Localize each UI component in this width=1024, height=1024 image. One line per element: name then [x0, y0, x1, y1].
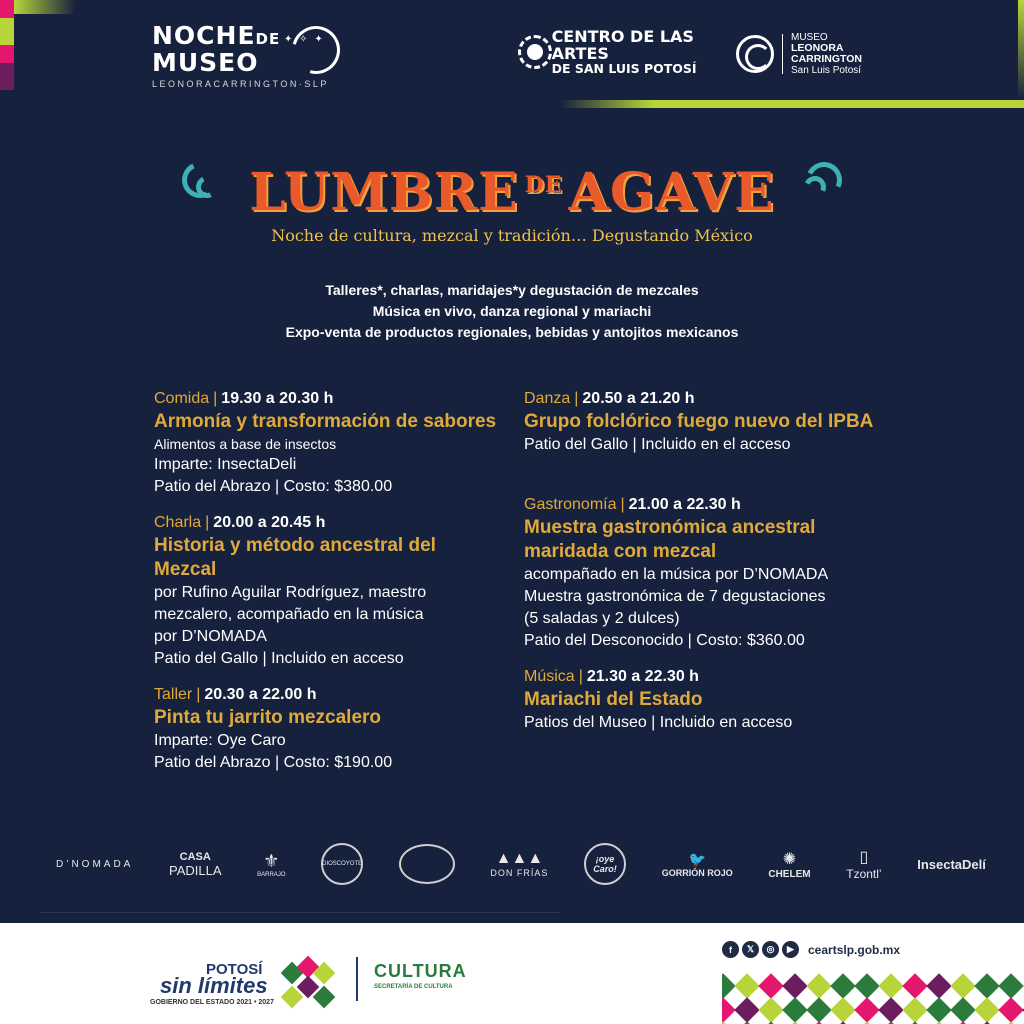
- logo-text: ¡oye Caro!: [593, 854, 617, 874]
- event-category: Comida: [154, 390, 210, 407]
- program-right-column: [524, 388, 944, 748]
- sponsor-tzontl-logo: ▯ Tzontl’: [846, 849, 882, 881]
- event-detail: (5 saladas y 2 dulces): [524, 610, 680, 627]
- event-title: Mezcal: [154, 559, 217, 580]
- program-event: Gastronomía | 21.00 a 22.30 h Muestra gastronómica ancestral maridada con mezcal acompañado en la música por D’NOMADA Muestra gastronómica de 7 degustaciones (5 saladas y 2 dulces) Patio del Desconocido | Costo: $360.00: [524, 494, 944, 652]
- highlight-line: Expo-venta de productos regionales, bebidas y antojitos mexicanos: [285, 324, 739, 340]
- program-left-column: [154, 388, 574, 788]
- facebook-icon[interactable]: f: [722, 941, 739, 958]
- event-detail: Patio del Desconocido | Costo: $360.00: [524, 632, 805, 649]
- event-detail: Imparte: Oye Caro: [154, 732, 286, 749]
- sun-icon: [518, 35, 546, 69]
- pattern-diamond: [974, 973, 999, 998]
- logo-text: DE SAN LUIS POTOSÍ: [551, 61, 697, 76]
- title-word: AGAVE: [568, 162, 775, 223]
- pattern-diamond: [830, 997, 855, 1022]
- sponsor-casa-padilla-logo: [169, 851, 222, 878]
- logo-text: CARRINGTON: [791, 53, 862, 65]
- event-detail: Patio del Gallo | Incluido en acceso: [154, 650, 404, 667]
- sponsor-barrajo-logo: ⚜ BARRAJO: [257, 850, 286, 878]
- highlights: [0, 280, 1024, 343]
- pattern-diamond: [974, 997, 999, 1022]
- cultura-logo: [374, 961, 467, 990]
- logo-text: GORRIÓN ROJO: [661, 867, 733, 878]
- event-title: Historia y método ancestral del: [154, 535, 436, 556]
- event-detail: Patio del Abrazo | Costo: $190.00: [154, 754, 393, 771]
- event-time: 21.30 a 22.30 h: [586, 668, 699, 685]
- social-links: [722, 941, 900, 958]
- swirl-ornament-icon: [174, 158, 234, 208]
- pattern-diamond: [950, 973, 975, 998]
- event-time: 20.30 a 22.00 h: [204, 686, 317, 703]
- pattern-diamond: [998, 997, 1023, 1022]
- sponsor-chelem-logo: ✺ CHELEM: [768, 850, 811, 880]
- swirl-ornament-icon: [790, 158, 850, 208]
- program-event: Charla | 20.00 a 20.45 h Historia y método ancestral del Mezcal por Rufino Aguilar Rodríguez, maestro mezcalero, acompañado en la música por D’NOMADA Patio del Gallo | Incluido en acceso: [154, 512, 574, 670]
- pattern-diamond: [734, 973, 759, 998]
- youtube-icon[interactable]: ▶: [782, 941, 799, 958]
- decorative-pattern: [722, 973, 1024, 1024]
- program-event: Taller | 20.30 a 22.00 h Pinta tu jarrito mezcalero Imparte: Oye Caro Patio del Abrazo | Costo: $190.00: [154, 684, 574, 774]
- divider: [782, 34, 783, 74]
- footer: [0, 923, 1024, 1024]
- event-time: 20.50 a 21.20 h: [582, 390, 695, 407]
- pattern-diamond: [902, 997, 927, 1022]
- pattern-diamond: [758, 997, 783, 1022]
- pattern-diamond: [926, 997, 951, 1022]
- program-event: Comida | 19.30 a 20.30 h Armonía y transformación de sabores Alimentos a base de insectos Imparte: InsectaDeli Patio del Abrazo | Costo: $380.00: [154, 388, 574, 498]
- event-category: Música: [524, 668, 575, 685]
- divider: [356, 957, 358, 1001]
- logo-text: CENTRO DE LAS ARTES: [551, 27, 694, 63]
- corner-decoration: [14, 0, 76, 14]
- corner-decoration: [0, 0, 14, 90]
- pattern-diamond: [878, 973, 903, 998]
- logo-text: SECRETARÍA DE CULTURA: [374, 984, 453, 990]
- pattern-diamond: [998, 973, 1023, 998]
- spiral-icon: [736, 35, 774, 73]
- pattern-diamond: [734, 997, 759, 1022]
- highlight-line: Talleres*, charlas, maridajes*y degustación de mezcales: [325, 282, 699, 298]
- noche-de-museo-logo: [152, 21, 352, 94]
- event-category: Danza: [524, 390, 571, 407]
- pattern-diamond: [878, 997, 903, 1022]
- pattern-diamond: [758, 973, 783, 998]
- event-title: Muestra gastronómica ancestral: [524, 517, 816, 538]
- event-time: 20.00 a 20.45 h: [213, 514, 326, 531]
- event-detail: Alimentos a base de insectos: [154, 436, 337, 452]
- event-detail: Patio del Abrazo | Costo: $380.00: [154, 478, 393, 495]
- logo-text: LEONORA: [791, 42, 844, 54]
- event-title: [170, 150, 854, 223]
- pattern-diamond: [854, 997, 879, 1022]
- pattern-diamond: [782, 997, 807, 1022]
- event-time: 21.00 a 22.30 h: [628, 496, 741, 513]
- logo-text: sin límites: [160, 973, 268, 998]
- logo-text: Tzontl’: [846, 867, 882, 881]
- event-title: maridada con mezcal: [524, 541, 717, 562]
- logo-text: CASA: [179, 850, 211, 863]
- program-event: Danza | 20.50 a 21.20 h Grupo folclórico fuego nuevo del IPBA Patio del Gallo | Incluido en el acceso: [524, 388, 944, 456]
- logo-text: MUSEO: [791, 32, 828, 43]
- title-word: LUMBRE: [249, 162, 519, 223]
- event-subtitle: Noche de cultura, mezcal y tradición… Degustando México: [271, 226, 753, 245]
- stars-icon: ✦ ✧ ✦: [284, 34, 325, 45]
- logo-text: CULTURA: [374, 961, 467, 981]
- highlight-line: Música en vivo, danza regional y mariachi: [372, 303, 652, 319]
- event-detail: Patio del Gallo | Incluido en el acceso: [524, 436, 791, 453]
- logo-text: NOCHE: [152, 21, 256, 50]
- event-detail: mezcalero, acompañado en la música: [154, 606, 424, 623]
- potosi-sin-limites-logo: [150, 959, 350, 1019]
- event-category: Taller: [154, 686, 193, 703]
- logo-text: CHELEM: [768, 868, 811, 880]
- instagram-icon[interactable]: ◎: [762, 941, 779, 958]
- event-category: Charla: [154, 514, 202, 531]
- logo-text: BARRAJO: [257, 871, 286, 878]
- logo-text: GOBIERNO DEL ESTADO 2021 • 2027: [150, 999, 274, 1006]
- title-word: DE: [524, 172, 563, 198]
- pattern-diamond: [830, 973, 855, 998]
- pattern-diamond: [806, 973, 831, 998]
- event-detail: Muestra gastronómica de 7 degustaciones: [524, 588, 826, 605]
- pattern-diamond: [902, 973, 927, 998]
- program-event: Música | 21.30 a 22.30 h Mariachi del Estado Patios del Museo | Incluido en acceso: [524, 666, 944, 734]
- accent-bar: [560, 100, 1024, 108]
- sponsor-round-seal-logo: [399, 844, 455, 884]
- sponsor-gorrion-rojo-logo: 🐦 GORRIÓN ROJO: [661, 850, 733, 878]
- event-detail: por Rufino Aguilar Rodríguez, maestro: [154, 584, 427, 601]
- museo-carrington-logo: [736, 32, 886, 76]
- logo-text: DE: [255, 30, 281, 48]
- logo-text: San Luis Potosí: [791, 65, 862, 76]
- sponsor-dnomada-logo: D’NOMADA: [56, 858, 134, 870]
- event-detail: por D’NOMADA: [154, 628, 267, 645]
- corner-decoration: [1018, 0, 1024, 100]
- logo-text: PADILLA: [168, 862, 222, 878]
- pattern-diamond: [926, 973, 951, 998]
- pattern-diamond: [854, 973, 879, 998]
- event-time: 19.30 a 20.30 h: [221, 390, 334, 407]
- event-title: Pinta tu jarrito mezcalero: [154, 707, 382, 728]
- event-category: Gastronomía: [524, 496, 617, 513]
- logo-text: MUSEO: [152, 48, 259, 77]
- event-title: Grupo folclórico fuego nuevo del IPBA: [524, 411, 874, 432]
- sponsor-dioscoyote-logo: [321, 843, 363, 885]
- website-link[interactable]: ceartslp.gob.mx: [808, 942, 901, 957]
- event-title: Mariachi del Estado: [524, 689, 703, 710]
- logo-subtext: LEONORACARRINGTON·SLP: [152, 79, 329, 89]
- sponsor-oye-caro-logo: [584, 843, 626, 885]
- pattern-diamond: [950, 997, 975, 1022]
- pattern-diamond: [806, 997, 831, 1022]
- event-title: Armonía y transformación de sabores: [154, 411, 497, 432]
- x-icon[interactable]: 𝕏: [742, 941, 759, 958]
- event-detail: Imparte: InsectaDeli: [154, 456, 297, 473]
- sponsor-insectadeli-logo: InsectaDelí: [917, 856, 986, 872]
- logo-text: DIOSCOYOTE: [322, 861, 363, 867]
- event-detail: acompañado en la música por D’NOMADA: [524, 566, 829, 583]
- sponsor-don-frias-logo: ▲▲▲ DON FRÍAS: [490, 850, 549, 878]
- pattern-diamond: [782, 973, 807, 998]
- sponsor-logos: [56, 834, 986, 894]
- logo-text: POTOSÍ: [206, 961, 263, 978]
- star-emblem-icon: [280, 959, 334, 1013]
- centro-artes-logo: [518, 27, 718, 76]
- logo-text: DON FRÍAS: [490, 868, 549, 878]
- event-detail: Patios del Museo | Incluido en acceso: [524, 714, 793, 731]
- divider: [40, 912, 560, 913]
